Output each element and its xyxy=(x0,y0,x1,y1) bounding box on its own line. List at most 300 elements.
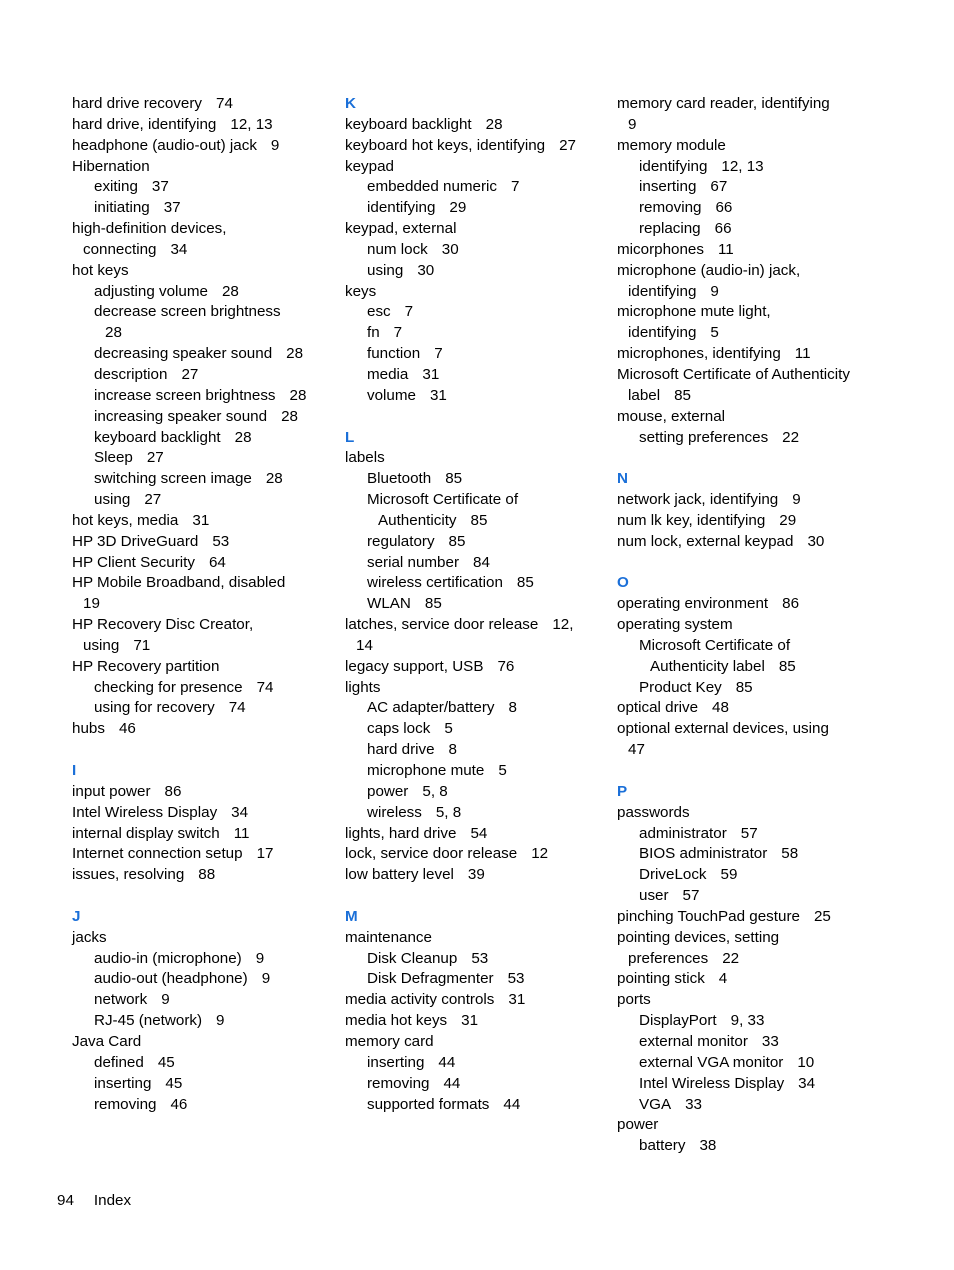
index-term: using for recovery xyxy=(94,699,215,717)
index-term: inserting xyxy=(94,1074,152,1092)
index-term: VGA xyxy=(639,1095,672,1113)
index-term: esc xyxy=(367,303,391,321)
page-reference: 27 xyxy=(146,449,164,467)
section-gap xyxy=(345,407,613,428)
index-entry xyxy=(617,136,887,157)
page-reference: 28 xyxy=(105,324,122,342)
index-entry xyxy=(345,282,613,303)
index-term: latches, service door release xyxy=(345,616,539,634)
index-entry xyxy=(345,678,613,699)
page-reference: 37 xyxy=(151,178,169,196)
index-subentry xyxy=(617,657,887,678)
index-term: hot keys, media xyxy=(72,511,179,529)
index-subentry xyxy=(72,407,340,428)
index-subentry xyxy=(345,490,613,511)
index-term: adjusting volume xyxy=(94,282,208,300)
index-term: setting preferences xyxy=(639,428,769,446)
index-entry xyxy=(617,115,887,136)
index-subentry xyxy=(345,302,613,323)
index-letter-heading: P xyxy=(617,782,628,800)
section-gap xyxy=(72,740,340,761)
page-reference: 12, xyxy=(552,616,574,634)
index-term: hot keys xyxy=(72,261,129,279)
page-reference: 74 xyxy=(216,95,233,112)
index-term: AC adapter/battery xyxy=(367,699,495,717)
index-entry xyxy=(617,511,887,532)
index-subentry xyxy=(72,969,340,990)
page-reference: 37 xyxy=(163,199,181,217)
index-subentry xyxy=(72,448,340,469)
index-term: input power xyxy=(72,782,151,800)
index-subentry xyxy=(345,761,613,782)
index-subentry xyxy=(345,719,613,740)
index-subentry xyxy=(345,698,613,719)
index-term: decreasing speaker sound xyxy=(94,345,273,363)
index-term: caps lock xyxy=(367,720,431,738)
page-reference: 7 xyxy=(434,345,443,363)
index-term: mouse, external xyxy=(617,407,726,425)
page-reference: 85 xyxy=(778,657,796,675)
page-reference: 14 xyxy=(356,636,373,654)
page-reference: 25 xyxy=(813,907,831,925)
index-term: audio-out (headphone) xyxy=(94,970,248,988)
index-subentry xyxy=(345,1095,613,1116)
index-entry xyxy=(72,573,340,594)
index-term: using xyxy=(94,491,131,509)
page-reference: 28 xyxy=(485,115,503,133)
page-reference: 9 xyxy=(270,136,280,154)
index-subentry xyxy=(72,282,340,303)
page-reference: 22 xyxy=(782,428,800,446)
page-reference: 12, 13 xyxy=(721,157,764,175)
page-reference: 71 xyxy=(133,636,151,654)
page-reference: 54 xyxy=(470,824,488,842)
index-term: battery xyxy=(639,1137,686,1155)
page-reference: 28 xyxy=(286,345,304,363)
page-reference: 33 xyxy=(685,1095,702,1113)
index-entry xyxy=(72,928,340,949)
index-term: removing xyxy=(94,1095,157,1113)
index-entry xyxy=(72,240,340,261)
index-term: network jack, identifying xyxy=(617,491,779,509)
index-entry xyxy=(345,136,613,157)
index-term: memory card reader, identifying xyxy=(617,95,830,112)
page-reference: 27 xyxy=(559,136,576,154)
index-term: HP Recovery Disc Creator, xyxy=(72,616,254,634)
index-term: embedded numeric xyxy=(367,178,498,196)
index-entry xyxy=(617,240,887,261)
section-gap xyxy=(617,553,887,574)
index-term: checking for presence xyxy=(94,678,243,696)
index-term: Java Card xyxy=(72,1032,142,1050)
index-entry xyxy=(617,344,887,365)
page-reference: 53 xyxy=(212,532,230,550)
index-term: identifying xyxy=(639,157,708,175)
page-reference: 66 xyxy=(715,199,733,217)
page-reference: 5 xyxy=(444,720,453,738)
index-subentry xyxy=(617,865,887,886)
page-reference: 84 xyxy=(473,553,490,571)
index-subentry xyxy=(72,1011,340,1032)
index-subentry xyxy=(345,261,613,282)
index-term: fn xyxy=(367,324,380,342)
page-reference: 57 xyxy=(682,887,700,905)
index-term: hard drive xyxy=(367,741,435,759)
index-entry xyxy=(72,636,340,657)
page-reference: 12, 13 xyxy=(230,115,273,133)
page-reference: 29 xyxy=(779,511,797,529)
page-reference: 28 xyxy=(281,407,298,425)
index-subentry xyxy=(617,1136,887,1157)
index-entry xyxy=(617,615,887,636)
page-reference: 9 xyxy=(255,949,265,967)
index-term: media activity controls xyxy=(345,991,495,1009)
index-term: hard drive recovery xyxy=(72,95,202,112)
index-term: lock, service door release xyxy=(345,845,518,863)
page-reference: 30 xyxy=(441,240,459,258)
index-entry xyxy=(345,115,613,136)
index-term: optical drive xyxy=(617,699,699,717)
index-entry xyxy=(72,824,340,845)
index-subentry xyxy=(72,469,340,490)
index-term: power xyxy=(367,782,409,800)
index-subentry xyxy=(72,949,340,970)
page-reference: 44 xyxy=(438,1053,456,1071)
index-term: Hibernation xyxy=(72,157,150,175)
index-entry xyxy=(72,865,340,886)
index-term: wireless xyxy=(367,803,422,821)
page-reference: 59 xyxy=(720,866,738,884)
index-term: high-definition devices, xyxy=(72,220,227,238)
index-entry xyxy=(345,928,613,949)
index-letter-heading: K xyxy=(345,95,356,112)
section-gap xyxy=(72,886,340,907)
page-reference: 9, 33 xyxy=(730,1012,765,1030)
index-term: wireless certification xyxy=(367,574,503,592)
page-reference: 9 xyxy=(261,970,271,988)
index-term: label xyxy=(628,386,661,404)
page-reference: 31 xyxy=(422,365,440,383)
page-reference: 86 xyxy=(164,782,182,800)
page-reference: 85 xyxy=(674,386,691,404)
index-term: memory card xyxy=(345,1032,434,1050)
page-reference: 85 xyxy=(470,511,488,529)
index-subentry xyxy=(345,782,613,803)
index-term: passwords xyxy=(617,803,690,821)
index-term: optional external devices, using xyxy=(617,720,829,738)
page-reference: 27 xyxy=(144,491,162,509)
index-subentry xyxy=(72,323,340,344)
page-reference: 67 xyxy=(710,178,728,196)
page-reference: 44 xyxy=(503,1095,521,1113)
index-subentry xyxy=(617,1095,887,1116)
index-term: hard drive, identifying xyxy=(72,115,217,133)
page-number: 94 xyxy=(57,1192,74,1209)
index-entry xyxy=(345,865,613,886)
index-term: serial number xyxy=(367,553,460,571)
index-entry xyxy=(617,698,887,719)
index-entry xyxy=(617,803,887,824)
index-term: decrease screen brightness xyxy=(94,303,281,321)
index-subentry xyxy=(345,177,613,198)
index-entry xyxy=(617,740,887,761)
index-subentry xyxy=(345,240,613,261)
index-term: external VGA monitor xyxy=(639,1053,784,1071)
index-subentry xyxy=(72,490,340,511)
index-subentry xyxy=(345,594,613,615)
index-entry xyxy=(617,282,887,303)
index-term: memory module xyxy=(617,136,726,154)
page-reference: 34 xyxy=(170,240,188,258)
index-term: operating environment xyxy=(617,595,769,613)
page-reference: 7 xyxy=(404,303,414,321)
index-term: microphone mute xyxy=(367,762,485,779)
index-entry xyxy=(617,719,887,740)
page-reference: 31 xyxy=(192,511,210,529)
index-subentry xyxy=(345,532,613,553)
index-entry xyxy=(72,782,340,803)
index-term: keypad, external xyxy=(345,220,457,238)
index-term: Microsoft Certificate of xyxy=(639,636,791,654)
index-entry xyxy=(617,302,887,323)
index-term: num lk key, identifying xyxy=(617,511,766,529)
page-reference: 30 xyxy=(807,532,825,550)
index-term: removing xyxy=(367,1074,430,1092)
index-subentry xyxy=(617,219,887,240)
index-term: using xyxy=(367,261,404,279)
index-subentry xyxy=(72,386,340,407)
index-subentry xyxy=(72,344,340,365)
index-subentry xyxy=(345,553,613,574)
index-term: Authenticity label xyxy=(650,657,765,675)
index-term: network xyxy=(94,991,148,1009)
index-subentry xyxy=(345,511,613,532)
index-entry xyxy=(72,157,340,178)
index-term: pointing devices, setting xyxy=(617,928,780,946)
index-subentry xyxy=(617,1053,887,1074)
index-entry xyxy=(345,615,613,636)
index-entry xyxy=(72,553,340,574)
page-reference: 53 xyxy=(471,949,489,967)
index-subentry xyxy=(617,886,887,907)
index-subentry xyxy=(72,1095,340,1116)
index-subentry xyxy=(345,740,613,761)
page-reference: 8 xyxy=(448,741,457,759)
index-subentry xyxy=(345,198,613,219)
index-subentry xyxy=(345,969,613,990)
index-term: HP Client Security xyxy=(72,553,195,571)
page-reference: 85 xyxy=(516,574,534,592)
index-entry xyxy=(617,594,887,615)
index-entry xyxy=(345,844,613,865)
index-term: Bluetooth xyxy=(367,470,432,488)
index-letter-heading: N xyxy=(617,470,628,488)
index-entry xyxy=(72,219,340,240)
page-reference: 45 xyxy=(157,1053,175,1071)
page-reference: 8 xyxy=(508,699,517,717)
index-term: volume xyxy=(367,386,416,404)
index-entry xyxy=(617,386,887,407)
index-term: administrator xyxy=(639,824,727,842)
index-entry xyxy=(617,261,887,282)
page-reference: 17 xyxy=(256,845,274,863)
index-subentry xyxy=(72,365,340,386)
index-entry xyxy=(345,824,613,845)
index-entry xyxy=(345,219,613,240)
index-entry xyxy=(345,990,613,1011)
footer-section: Index xyxy=(93,1192,132,1209)
index-term: hubs xyxy=(72,720,105,738)
index-entry xyxy=(617,907,887,928)
index-term: HP 3D DriveGuard xyxy=(72,532,199,550)
index-entry xyxy=(617,1115,887,1136)
page-reference: 31 xyxy=(429,386,447,404)
index-entry xyxy=(72,615,340,636)
index-subentry xyxy=(72,428,340,449)
page-reference: 57 xyxy=(740,824,758,842)
page-reference: 5, 8 xyxy=(435,803,462,821)
page-reference: 85 xyxy=(735,678,753,696)
index-entry xyxy=(345,657,613,678)
page-reference: 9 xyxy=(161,991,170,1009)
page-reference: 46 xyxy=(170,1095,188,1113)
index-term: keyboard backlight xyxy=(345,115,472,133)
page-reference: 44 xyxy=(443,1074,461,1092)
index-subentry xyxy=(72,678,340,699)
index-term: jacks xyxy=(72,928,107,946)
index-term: headphone (audio-out) jack xyxy=(72,136,257,154)
index-term: microphones, identifying xyxy=(617,345,781,363)
index-entry xyxy=(617,990,887,1011)
page-reference: 11 xyxy=(233,824,250,842)
page-reference: 45 xyxy=(165,1074,183,1092)
index-subentry xyxy=(617,678,887,699)
index-subentry xyxy=(617,1011,887,1032)
index-term: media hot keys xyxy=(345,1012,448,1030)
index-subentry xyxy=(617,177,887,198)
index-term: keypad xyxy=(345,157,394,175)
page-reference: 4 xyxy=(718,970,728,988)
page-reference: 9 xyxy=(216,1012,225,1030)
page-reference: 7 xyxy=(393,324,403,342)
index-subentry xyxy=(345,573,613,594)
index-term: user xyxy=(639,887,669,905)
page-reference: 5 xyxy=(710,324,719,342)
index-entry xyxy=(617,94,887,115)
index-term: Intel Wireless Display xyxy=(72,803,218,821)
index-subentry xyxy=(72,1074,340,1095)
page-reference: 34 xyxy=(231,803,249,821)
index-term: connecting xyxy=(83,240,157,258)
page-reference: 28 xyxy=(221,282,239,300)
index-entry xyxy=(617,532,887,553)
index-term: microphone mute light, xyxy=(617,303,771,321)
index-entry xyxy=(72,532,340,553)
index-subentry xyxy=(345,469,613,490)
index-entry xyxy=(72,511,340,532)
page-reference: 28 xyxy=(289,386,307,404)
index-subentry xyxy=(617,844,887,865)
index-letter-heading: O xyxy=(617,574,629,592)
index-term: DriveLock xyxy=(639,866,707,884)
index-entry xyxy=(617,969,887,990)
index-entry xyxy=(617,323,887,344)
index-term: micorphones xyxy=(617,240,704,258)
index-subentry xyxy=(72,1053,340,1074)
page-reference: 64 xyxy=(208,553,226,571)
index-column-2 xyxy=(345,94,613,1115)
page-reference: 27 xyxy=(181,365,199,383)
index-entry xyxy=(617,949,887,970)
page-reference: 58 xyxy=(781,845,799,863)
index-subentry xyxy=(345,1074,613,1095)
page-reference: 31 xyxy=(461,1012,479,1030)
page-reference: 22 xyxy=(722,949,740,967)
index-term: increase screen brightness xyxy=(94,386,276,404)
page-reference: 5 xyxy=(498,762,507,779)
index-entry xyxy=(72,844,340,865)
page-reference: 47 xyxy=(628,741,645,759)
page-reference: 48 xyxy=(712,699,729,717)
page-reference: 9 xyxy=(792,491,801,509)
index-subentry xyxy=(617,198,887,219)
index-subentry xyxy=(617,157,887,178)
page-reference: 38 xyxy=(699,1137,717,1155)
page-reference: 12 xyxy=(531,845,549,863)
page-reference: 19 xyxy=(83,595,100,613)
index-term: HP Recovery partition xyxy=(72,657,220,675)
index-term: maintenance xyxy=(345,928,432,946)
index-subentry xyxy=(345,1053,613,1074)
page-reference: 74 xyxy=(256,678,274,696)
index-subentry xyxy=(345,365,613,386)
page-reference: 74 xyxy=(228,699,246,717)
index-letter-heading: M xyxy=(345,907,358,925)
index-term: internal display switch xyxy=(72,824,220,842)
index-subentry xyxy=(617,1032,887,1053)
index-letter-heading: J xyxy=(72,907,81,925)
index-entry xyxy=(72,136,340,157)
page-reference: 85 xyxy=(424,595,442,613)
index-entry xyxy=(72,94,340,115)
index-subentry xyxy=(72,698,340,719)
index-term: inserting xyxy=(367,1053,425,1071)
index-term: keyboard hot keys, identifying xyxy=(345,136,546,154)
index-term: Disk Cleanup xyxy=(367,949,458,967)
index-entry xyxy=(72,657,340,678)
index-term: defined xyxy=(94,1053,144,1071)
page-reference: 11 xyxy=(794,345,811,363)
index-term: Microsoft Certificate of xyxy=(367,491,519,509)
index-term: Intel Wireless Display xyxy=(639,1074,785,1092)
index-term: media xyxy=(367,365,409,383)
index-subentry xyxy=(72,177,340,198)
page-reference: 85 xyxy=(445,470,463,488)
section-gap xyxy=(345,886,613,907)
index-term: WLAN xyxy=(367,595,411,613)
index-term: replacing xyxy=(639,220,701,238)
index-term: description xyxy=(94,365,168,383)
index-subentry xyxy=(72,990,340,1011)
index-term: RJ-45 (network) xyxy=(94,1012,203,1030)
page-reference: 30 xyxy=(417,261,435,279)
index-term: DisplayPort xyxy=(639,1012,717,1030)
index-entry xyxy=(617,928,887,949)
index-entry xyxy=(72,115,340,136)
index-entry xyxy=(72,1032,340,1053)
index-term: Microsoft Certificate of Authenticity xyxy=(617,365,850,383)
index-term: HP Mobile Broadband, disabled xyxy=(72,574,286,592)
